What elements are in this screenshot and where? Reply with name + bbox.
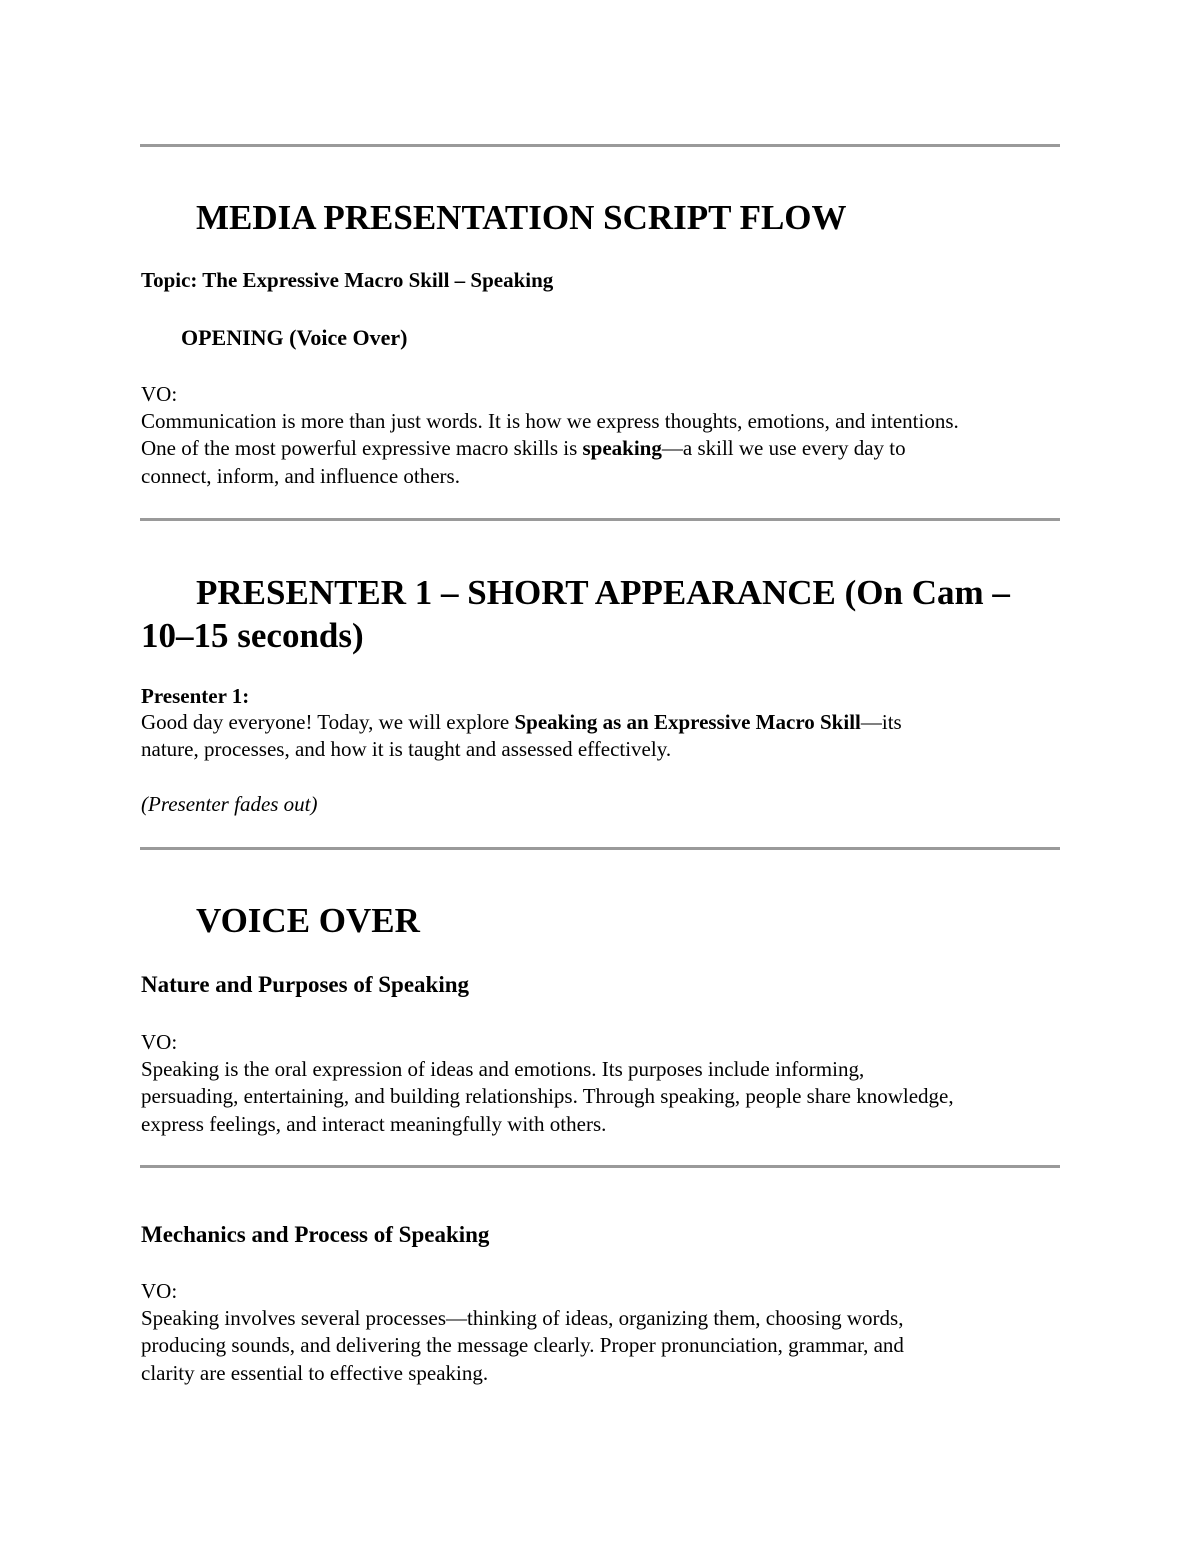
horizontal-rule	[140, 847, 1060, 850]
presenter-line-1	[141, 709, 902, 736]
opening-line-2	[141, 435, 959, 462]
section1-body	[141, 1056, 954, 1138]
section1-line-1: Speaking is the oral expression of ideas and emotions. Its purposes include informing,	[141, 1057, 865, 1081]
presenter-heading: PRESENTER 1 – SHORT APPEARANCE (On Cam –	[196, 573, 1010, 612]
opening-speaker-label: VO:	[141, 382, 178, 406]
section-heading-nature: Nature and Purposes of Speaking	[141, 972, 470, 997]
voice-over-heading: VOICE OVER	[196, 901, 420, 940]
section2-line-1: Speaking involves several processes—thinking of ideas, organizing them, choosing words,	[141, 1306, 904, 1330]
presenter-line-2: nature, processes, and how it is taught and assessed effectively.	[141, 737, 672, 762]
section2-line-2: producing sounds, and delivering the message clearly. Proper pronunciation, grammar, and	[141, 1333, 904, 1358]
section1-speaker-label: VO:	[141, 1030, 178, 1054]
section-heading-mechanics: Mechanics and Process of Speaking	[141, 1222, 490, 1247]
topic-line: Topic: The Expressive Macro Skill – Speaking	[141, 268, 554, 292]
presenter-line-1-rest: —its	[860, 710, 902, 734]
opening-line-2-rest: —a skill we use every day to	[661, 436, 906, 461]
presenter-body	[141, 709, 902, 764]
horizontal-rule	[140, 144, 1060, 147]
section2-line-3: clarity are essential to effective speaking.	[141, 1360, 489, 1385]
horizontal-rule	[140, 518, 1060, 521]
opening-line-3: connect, inform, and influence others.	[141, 463, 460, 488]
presenter-line-1-text: Good day everyone! Today, we will explore	[141, 710, 515, 734]
opening-line-1: Communication is more than just words. It is how we express thoughts, emotions, and intentions.	[141, 409, 959, 433]
opening-line-2-text: One of the most powerful expressive macro skills is	[141, 436, 583, 461]
presenter-speaker-label: Presenter 1:	[141, 684, 250, 708]
page-title: MEDIA PRESENTATION SCRIPT FLOW	[196, 198, 847, 237]
stage-direction: (Presenter fades out)	[141, 792, 318, 816]
opening-line-2-bold: speaking	[582, 436, 662, 461]
opening-heading: OPENING (Voice Over)	[181, 325, 408, 350]
section1-line-3: express feelings, and interact meaningfully with others.	[141, 1111, 607, 1136]
presenter-line-1-bold: Speaking as an Expressive Macro Skill	[514, 710, 861, 734]
section1-line-2: persuading, entertaining, and building relationships. Through speaking, people share knowledge,	[141, 1084, 954, 1109]
section2-speaker-label: VO:	[141, 1279, 178, 1303]
horizontal-rule	[140, 1165, 1060, 1168]
presenter-heading-continued: 10–15 seconds)	[141, 616, 364, 655]
opening-body	[141, 408, 959, 490]
section2-body	[141, 1305, 904, 1387]
